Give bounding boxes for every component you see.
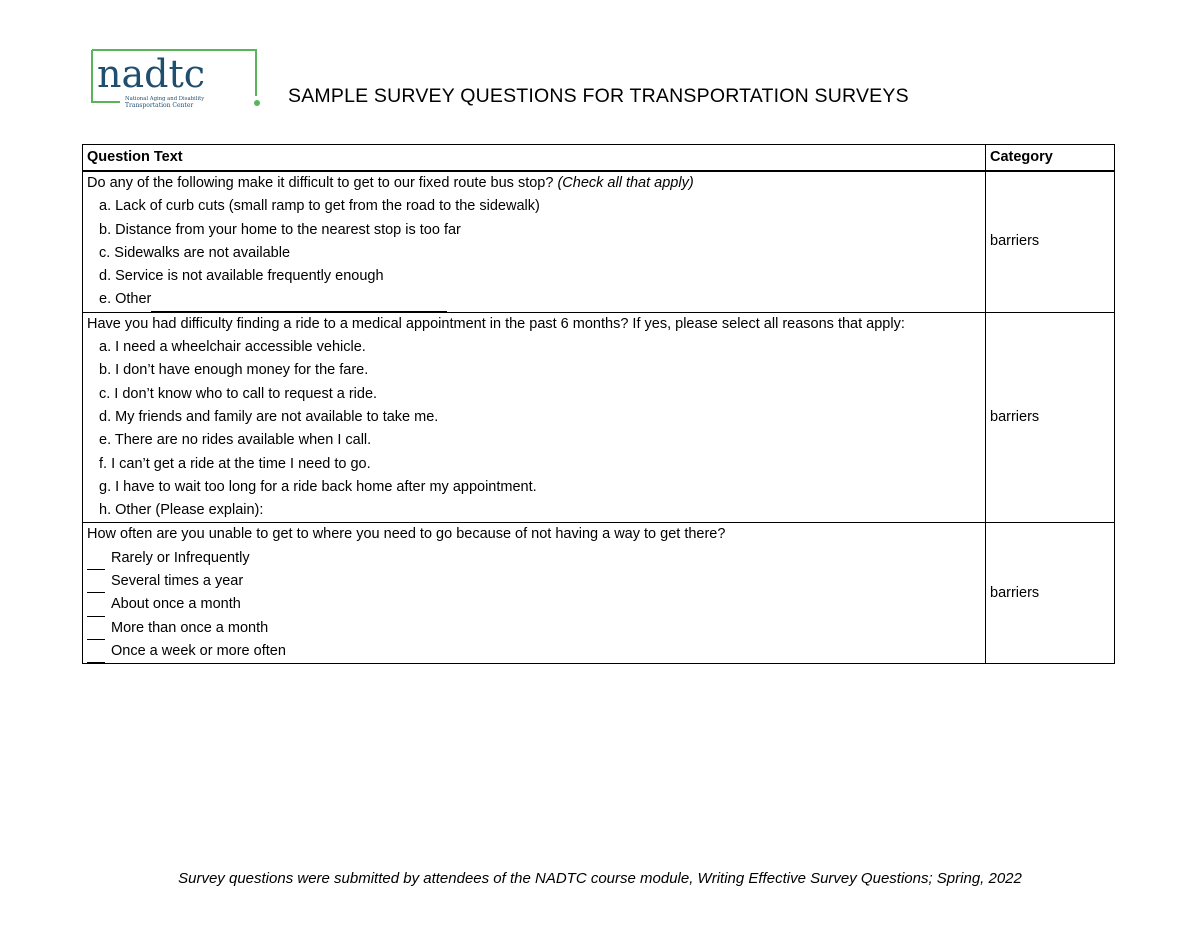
document-title: SAMPLE SURVEY QUESTIONS FOR TRANSPORTATION SURVEYS (288, 85, 909, 107)
fill-in-blank (151, 294, 447, 312)
question-instruction: (Check all that apply) (557, 175, 694, 191)
answer-option: d. My friends and family are not available to take me. (99, 408, 439, 425)
question-text: How often are you unable to get to where you need to go because of not having a way to get there? (87, 526, 726, 543)
answer-option: Several times a year (87, 570, 981, 593)
fill-in-blank (87, 647, 105, 663)
fill-in-blank (87, 577, 105, 593)
column-header-category: Category (986, 145, 1115, 172)
question-cell (83, 171, 986, 312)
fill-in-blank (87, 554, 105, 570)
answer-option: f. I can’t get a ride at the time I need to go. (99, 455, 371, 472)
answer-option: Once a week or more often (87, 640, 981, 663)
category-cell: barriers (986, 171, 1115, 312)
svg-text:nadtc: nadtc (97, 52, 206, 96)
answer-option: c. Sidewalks are not available (99, 244, 291, 261)
question-text: Do any of the following make it difficult to get to our fixed route bus stop? (Check all that apply) (87, 175, 694, 191)
answer-option: h. Other (Please explain): (99, 502, 264, 519)
question-text: Have you had difficulty finding a ride to a medical appointment in the past 6 months? If yes, please select all reasons that apply: (87, 315, 905, 332)
answer-option: More than once a month (87, 617, 981, 640)
page-footer: Survey questions were submitted by attendees of the NADTC course module, Writing Effective Survey Questions; Spring, 2022 (178, 870, 1022, 887)
question-cell (83, 312, 986, 523)
table-row (83, 171, 1115, 312)
svg-text:National Aging and Disability: National Aging and Disability (125, 96, 205, 102)
category-cell: barriers (986, 523, 1115, 664)
answer-option: a. I need a wheelchair accessible vehicle. (99, 339, 366, 356)
answer-option: e. There are no rides available when I call. (99, 432, 372, 449)
fill-in-blank (87, 601, 105, 617)
answer-option: b. I don’t have enough money for the fare. (99, 362, 369, 379)
table-row (83, 312, 1115, 523)
answer-option: a. Lack of curb cuts (small ramp to get from the road to the sidewalk) (99, 198, 540, 215)
column-header-question-text: Question Text (83, 145, 986, 172)
category-cell: barriers (986, 312, 1115, 523)
fill-in-blank (87, 624, 105, 640)
nadtc-logo (88, 48, 262, 110)
answer-option-other: e. Other (87, 288, 981, 311)
answer-option: c. I don’t know who to call to request a ride. (99, 385, 378, 402)
svg-text:Transportation Center: Transportation Center (125, 102, 194, 109)
answer-option: b. Distance from your home to the nearest stop is too far (99, 221, 461, 238)
table-row (83, 523, 1115, 664)
answer-option: About once a month (87, 593, 981, 616)
table-header-row (83, 145, 1115, 172)
answer-option: Rarely or Infrequently (87, 547, 981, 570)
answer-option: d. Service is not available frequently enough (99, 268, 384, 285)
survey-questions-table (82, 144, 1115, 664)
question-cell (83, 523, 986, 664)
answer-option: g. I have to wait too long for a ride back home after my appointment. (99, 478, 537, 495)
